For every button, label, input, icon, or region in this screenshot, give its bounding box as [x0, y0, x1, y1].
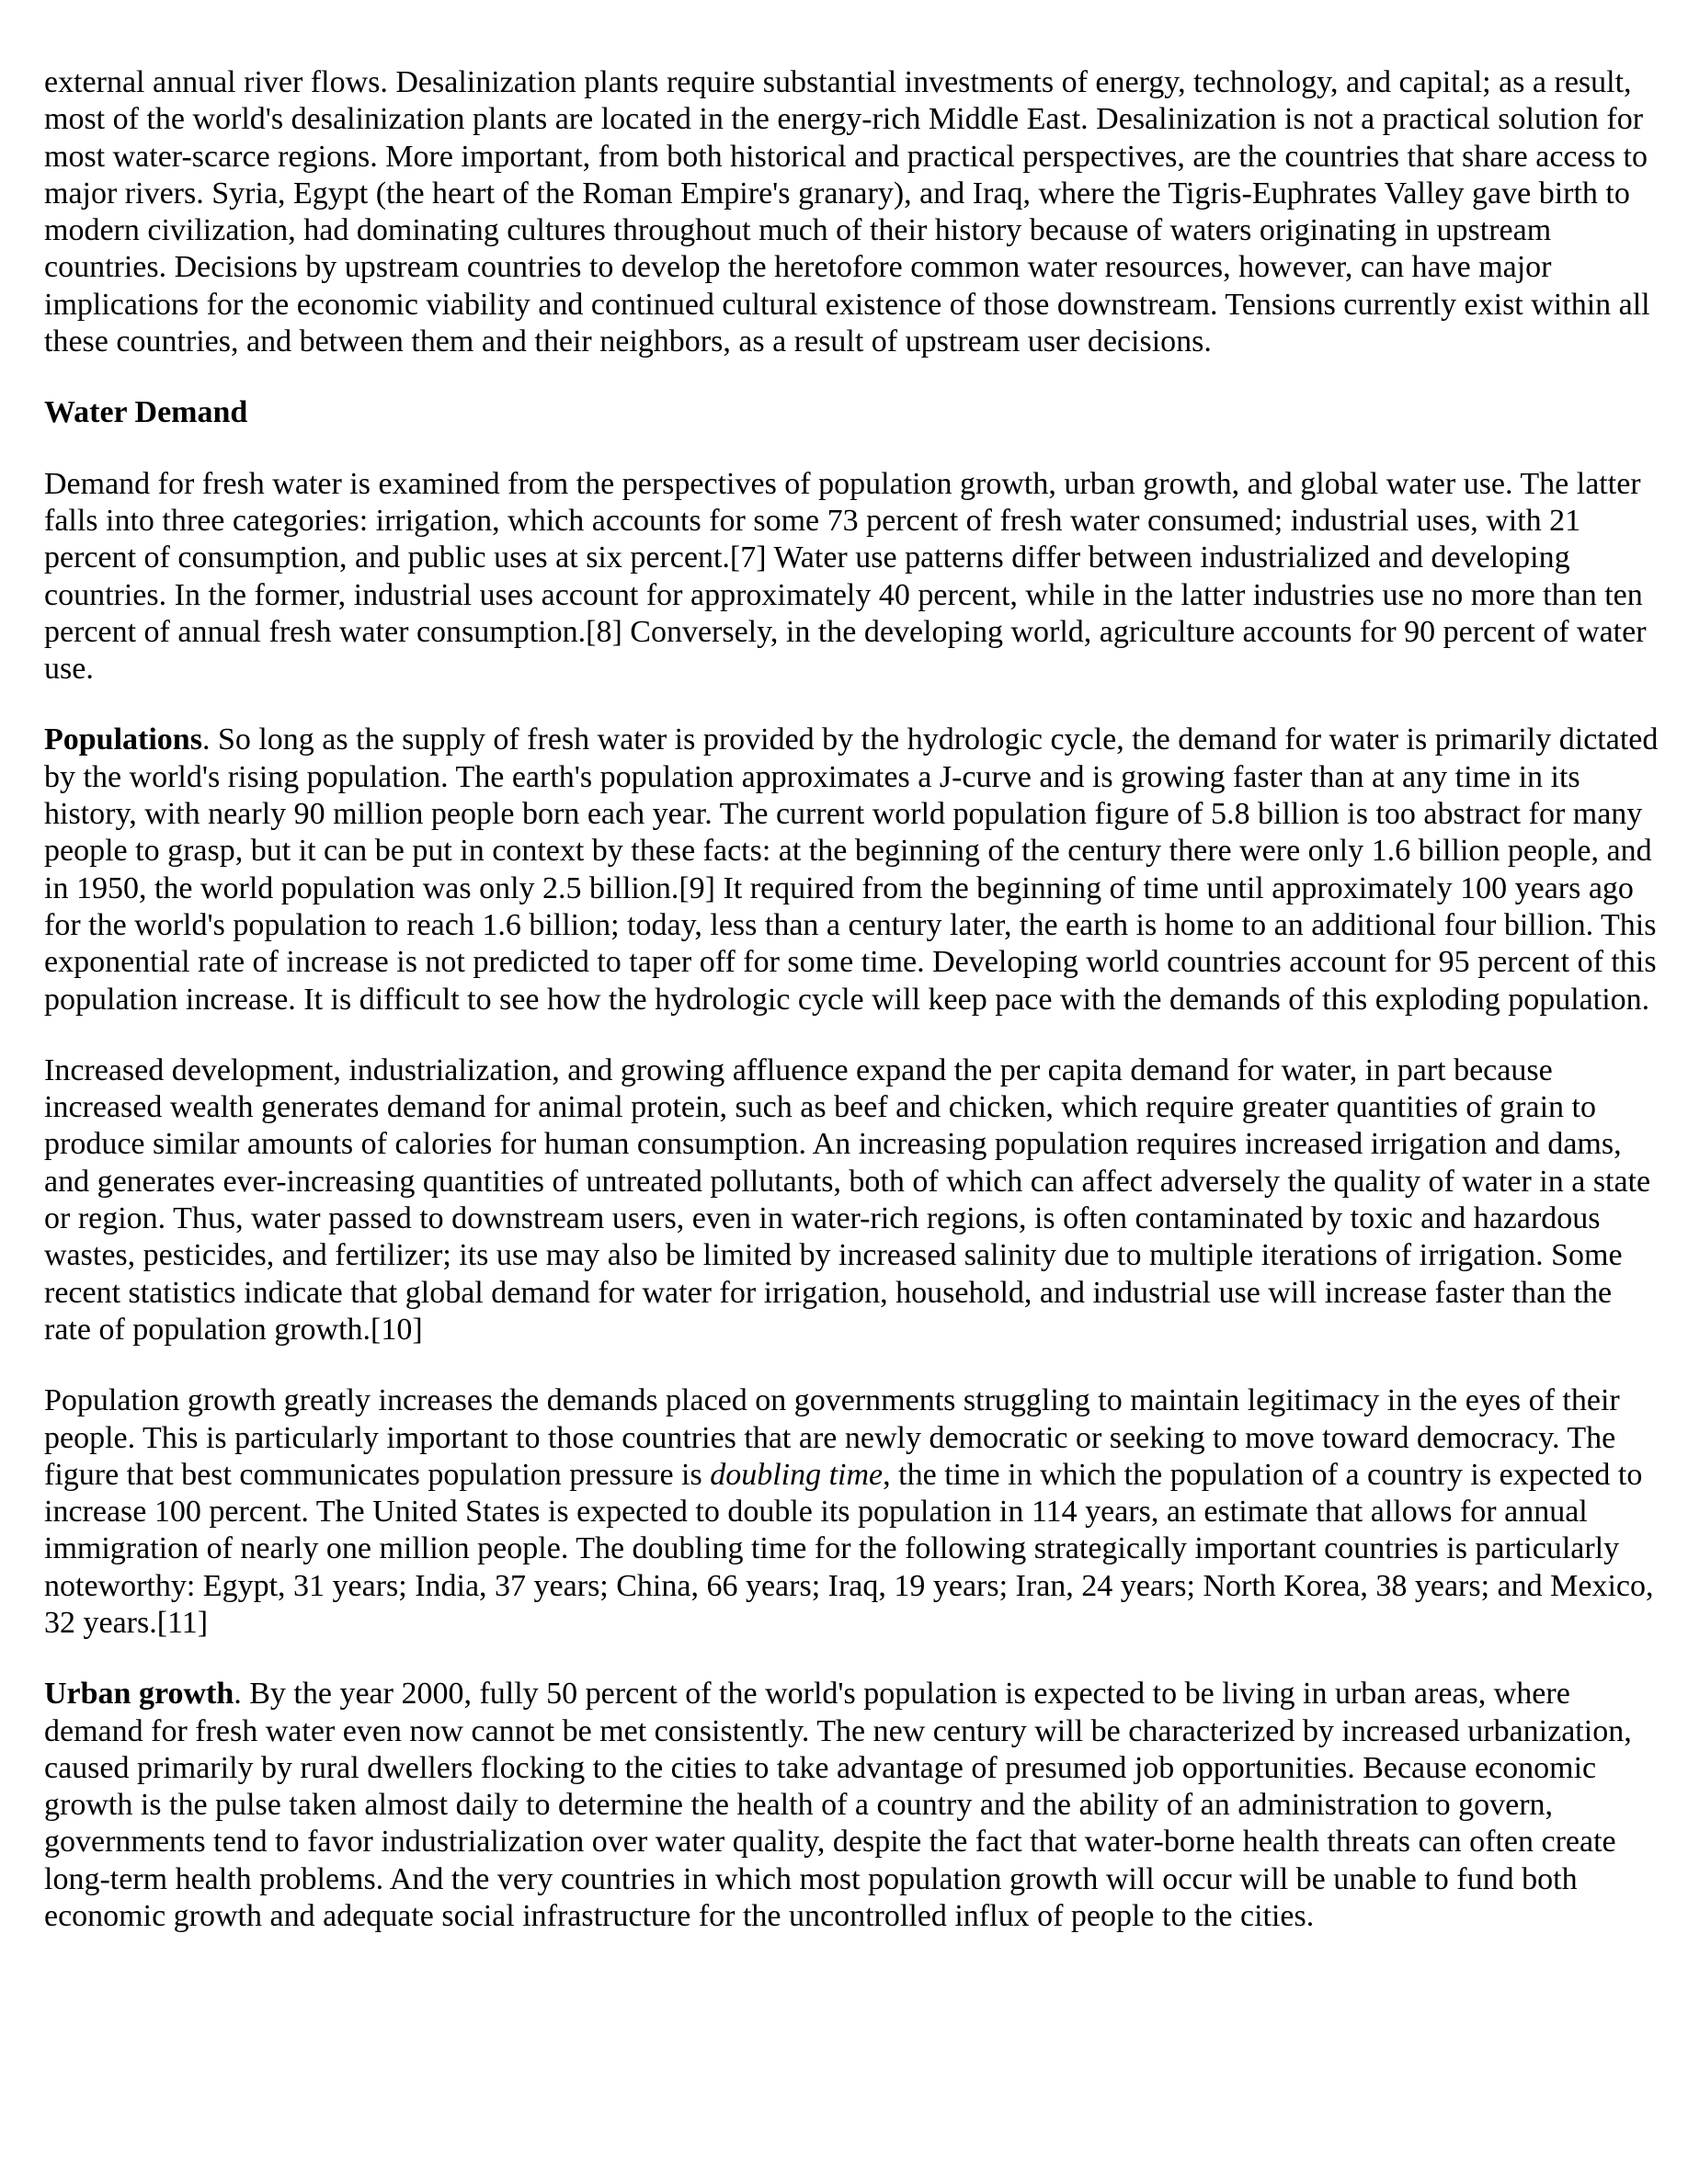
paragraph-doubling-time: [44, 1382, 1659, 1642]
paragraph-urban-growth: [44, 1676, 1659, 1935]
run-in-heading-populations: Populations: [44, 722, 202, 757]
emphasis-doubling-time: doubling time: [710, 1457, 884, 1492]
paragraph-water-demand-intro: Demand for fresh water is examined from the perspectives of population growth, urban growth, and global water use. The latter falls into three categories: irrigation, which accounts for some 73 percent of fresh water consumed; industrial uses, with 21 percent of consumption, and public uses at six percent.[7] Water use patterns differ between industrialized and developing countries. In the former, industrial uses account for approximately 40 percent, while in the latter industries use no more than ten percent of annual fresh water consumption.[8] Conversely, in the developing world, agriculture accounts for 90 percent of water use.: [44, 466, 1647, 687]
paragraph-doubling-time-part-a: Population growth greatly increases the demands placed on governments struggling to maintain legitimacy in the eyes of their people. This is particularly important to those countries that are newly democratic or seeking to move toward democracy. The figure that best communicates population pressure is: [44, 1383, 1620, 1492]
paragraph-desalinization: external annual river flows. Desalinization plants require substantial investments of energy, technology, and capital; as a result, most of the world's desalinization plants are located in the energy-rich Middle East. Desalinization is not a practical solution for most water-scarce regions. More important, from both historical and practical perspectives, are the countries that share access to major rivers. Syria, Egypt (the heart of the Roman Empire's granary), and Iraq, where the Tigris-Euphrates Valley gave birth to modern civilization, had dominating cultures throughout much of their history because of waters originating in upstream countries. Decisions by upstream countries to develop the heretofore common water resources, however, can have major implications for the economic viability and continued cultural existence of those downstream. Tensions currently exist within all these countries, and between them and their neighbors, as a result of upstream user decisions.: [44, 65, 1650, 359]
run-in-heading-urban-growth: Urban growth: [44, 1677, 234, 1712]
paragraph-urban-growth-body: . By the year 2000, fully 50 percent of the world's population is expected to be living in urban areas, where demand for fresh water even now cannot be met consistently. The new century will be characterized by increased urbanization, caused primarily by rural dwellers flocking to the cities to take advantage of presumed job opportunities. Because economic growth is the pulse taken almost daily to determine the health of a country and the ability of an administration to govern, governments tend to favor industrialization over water quality, despite the fact that water-borne health threats can often create long-term health problems. And the very countries in which most population growth will occur will be unable to fund both economic growth and adequate social infrastructure for the uncontrolled influx of people to the cities.: [44, 1677, 1632, 1934]
paragraph-affluence: Increased development, industrialization, and growing affluence expand the per capita demand for water, in part because increased wealth generates demand for animal protein, such as beef and chicken, which require greater quantities of grain to produce similar amounts of calories for human consumption. An increasing population requires increased irrigation and dams, and generates ever-increasing quantities of untreated pollutants, both of which can affect adversely the quality of water in a state or region. Thus, water passed to downstream users, even in water-rich regions, is often contaminated by toxic and hazardous wastes, pesticides, and fertilizer; its use may also be limited by increased salinity due to multiple iterations of irrigation. Some recent statistics indicate that global demand for water for irrigation, household, and industrial use will increase faster than the rate of population growth.[10]: [44, 1052, 1651, 1347]
paragraph-populations-body: . So long as the supply of fresh water is provided by the hydrologic cycle, the demand for water is primarily dictated by the world's rising population. The earth's population approximates a J-curve and is growing faster than at any time in its history, with nearly 90 million people born each year. The current world population figure of 5.8 billion is too abstract for many people to grasp, but it can be put in context by these facts: at the beginning of the century there were only 1.6 billion people, and in 1950, the world population was only 2.5 billion.[9] It required from the beginning of time until approximately 100 years ago for the world's population to reach 1.6 billion; today, less than a century later, the earth is home to an additional four billion. This exponential rate of increase is not predicted to taper off for some time. Developing world countries account for 95 percent of this population increase. It is difficult to see how the hydrologic cycle will keep pace with the demands of this exploding population.: [44, 722, 1659, 1017]
document-page: [44, 64, 1659, 1969]
paragraph-doubling-time-part-b: , the time in which the population of a country is expected to increase 100 percent. The United States is expected to double its population in 114 years, an estimate that allows for annual immigration of nearly one million people. The doubling time for the following strategically important countries is particularly noteworthy: Egypt, 31 years; India, 37 years; China, 66 years; Iraq, 19 years; Iran, 24 years; North Korea, 38 years; and Mexico, 32 years.[11]: [44, 1457, 1654, 1640]
section-heading-water-demand: Water Demand: [44, 395, 248, 430]
paragraph-populations: [44, 722, 1659, 1018]
